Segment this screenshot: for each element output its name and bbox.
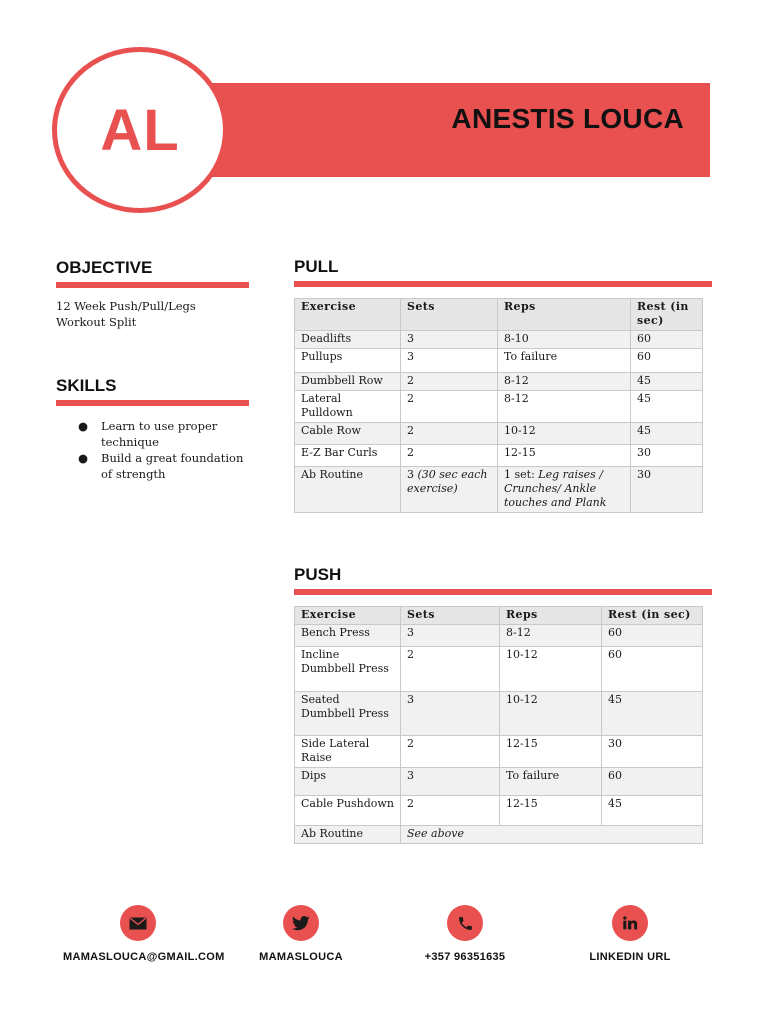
monogram-circle [52, 47, 228, 213]
contact-linkedin[interactable] [555, 905, 705, 964]
table-header-row [295, 299, 703, 331]
table-row: E-Z Bar Curls 2 12-15 30 [295, 445, 703, 467]
push-rule [294, 589, 712, 595]
full-name: ANESTIS LOUCA [451, 103, 684, 134]
column-header: Exercise [295, 607, 401, 625]
objective-text: 12 Week Push/Pull/Legs Workout Split [56, 299, 196, 329]
table-row: Ab Routine See above [295, 826, 703, 844]
phone-number[interactable]: +357 96351635 [424, 951, 506, 963]
linkedin-url[interactable]: LINKEDIN URL [589, 951, 671, 963]
pull-heading: PULL [294, 257, 339, 276]
column-header: Exercise [295, 299, 401, 331]
table-row: Ab Routine 3 (30 sec each exercise) 1 set: Leg raises / Crunches/ Ankle touches and Plank 30 [295, 467, 703, 513]
table-row: Pullups 3 To failure 60 [295, 349, 703, 373]
column-header: Sets [401, 607, 500, 625]
table-row: Side Lateral Raise 2 12-15 30 [295, 736, 703, 768]
pull-table [294, 298, 703, 513]
push-table [294, 606, 703, 844]
column-header: Reps [498, 299, 631, 331]
monogram-initials: AL [100, 97, 180, 163]
skill-item: ● Learn to use proper technique [78, 419, 218, 449]
email-address[interactable]: MAMASLOUCA@GMAIL.COM [63, 951, 225, 963]
skills-rule [56, 400, 249, 406]
twitter-icon[interactable] [283, 905, 319, 941]
objective-heading: OBJECTIVE [56, 258, 153, 277]
table-row: Incline Dumbbell Press 2 10-12 60 [295, 647, 703, 692]
contact-twitter[interactable] [226, 905, 376, 964]
linkedin-icon[interactable] [612, 905, 648, 941]
bullet-icon: ● [78, 419, 89, 433]
table-row: Dumbbell Row 2 8-12 45 [295, 373, 703, 391]
skills-heading: SKILLS [56, 376, 117, 395]
objective-rule [56, 282, 249, 288]
column-header: Rest (in sec) [602, 607, 703, 625]
phone-icon[interactable] [447, 905, 483, 941]
table-row: Lateral Pulldown 2 8-12 45 [295, 391, 703, 423]
twitter-handle[interactable]: MAMASLOUCA [259, 951, 343, 963]
column-header: Rest (in sec) [631, 299, 703, 331]
contact-phone[interactable] [390, 905, 540, 964]
table-row: Deadlifts 3 8-10 60 [295, 331, 703, 349]
table-row: Dips 3 To failure 60 [295, 768, 703, 796]
column-header: Sets [401, 299, 498, 331]
table-row: Cable Pushdown 2 12-15 45 [295, 796, 703, 826]
skill-item: ● Build a great foundation of strength [78, 451, 244, 481]
table-row: Bench Press 3 8-12 60 [295, 625, 703, 647]
column-header: Reps [500, 607, 602, 625]
name-banner [210, 83, 710, 177]
skills-list [78, 418, 248, 482]
contact-email[interactable] [63, 905, 225, 964]
bullet-icon: ● [78, 451, 89, 465]
envelope-icon[interactable] [120, 905, 156, 941]
push-heading: PUSH [294, 565, 342, 584]
pull-rule [294, 281, 712, 287]
table-row: Cable Row 2 10-12 45 [295, 423, 703, 445]
table-row: Seated Dumbbell Press 3 10-12 45 [295, 692, 703, 736]
table-header-row [295, 607, 703, 625]
